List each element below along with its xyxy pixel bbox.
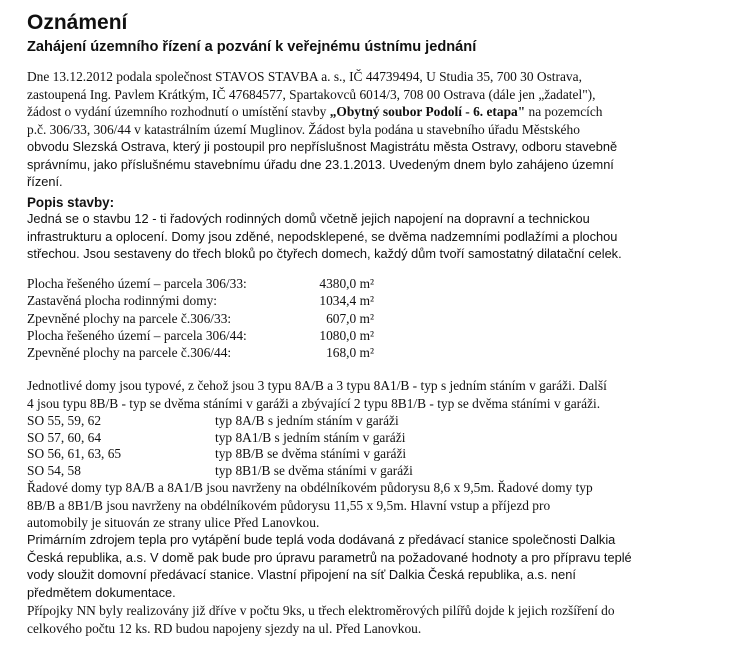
intro-text: žádost o vydání územního rozhodnutí o umístění stavby bbox=[27, 104, 330, 119]
section-heading-description: Popis stavby: bbox=[27, 195, 115, 210]
heating-line: Česká republika, a.s. V domě pak bude pro úpravu parametrů na požadované hodnoty a pro přípravu teplé bbox=[27, 549, 632, 565]
house-type: typ 8B/B se dvěma stáními v garáži bbox=[215, 446, 407, 461]
table-row bbox=[27, 430, 413, 447]
footprint-line: Řadové domy typ 8A/B a 8A1/B jsou navrženy na obdélníkovém půdorysu 8,6 x 9,5m. Řadové domy typ bbox=[27, 480, 593, 495]
table-row bbox=[27, 310, 374, 327]
description-paragraph bbox=[27, 210, 687, 263]
area-label: Plocha řešeného území – parcela 306/33: bbox=[27, 276, 247, 291]
area-value: 168,0 m² bbox=[326, 345, 374, 361]
intro-line: zastoupená Ing. Pavlem Krátkým, IČ 47684577, Spartakovců 6014/3, 708 00 Ostrava (dále jen „žadatel"), bbox=[27, 86, 596, 102]
area-label: Zpevněné plochy na parcele č.306/33: bbox=[27, 310, 232, 326]
intro-line: p.č. 306/33, 306/44 v katastrálním území Muglinov. Žádost byla podána u stavebního úřadu Městského bbox=[27, 121, 580, 137]
intro-line: správnímu, jako příslušnému stavebnímu úřadu dne 23.1.2013. Uvedeným dnem bylo zahájeno územní bbox=[27, 156, 614, 172]
intro-paragraph bbox=[27, 68, 687, 191]
table-row bbox=[27, 446, 413, 463]
table-row bbox=[27, 327, 374, 344]
area-label: Zpevněné plochy na parcele č.306/44: bbox=[27, 345, 232, 361]
table-row bbox=[27, 463, 413, 480]
building-objects: SO 56, 61, 63, 65 bbox=[27, 446, 122, 461]
area-value: 1034,4 m² bbox=[319, 293, 374, 309]
types-intro-line: Jednotlivé domy jsou typové, z čehož jsou 3 typu 8A/B a 3 typu 8A1/B - typ s jedním stáním v garáži. Další bbox=[27, 378, 607, 393]
area-value: 1080,0 m² bbox=[319, 327, 374, 343]
description-line: infrastrukturu a oplocení. Domy jsou zděné, nepodsklepené, se dvěma nadzemními podlažími a plochou bbox=[27, 228, 618, 244]
area-value: 4380,0 m² bbox=[319, 276, 374, 291]
heating-line: Primárním zdrojem tepla pro vytápění bude teplá voda dodávaná z předávací stanice společnosti Dalkia bbox=[27, 532, 616, 547]
connections-paragraph bbox=[27, 602, 687, 637]
area-value: 607,0 m² bbox=[326, 310, 374, 326]
building-objects: SO 57, 60, 64 bbox=[27, 429, 102, 445]
page-title: Oznámení bbox=[27, 11, 128, 34]
house-type: typ 8A/B s jedním stáním v garáži bbox=[215, 413, 399, 428]
types-intro-paragraph bbox=[27, 377, 687, 412]
connections-line: celkového počtu 12 ks. RD budou napojeny sjezdy na ul. Před Lanovkou. bbox=[27, 620, 422, 636]
connections-line: Přípojky NN byly realizovány již dříve v počtu 9ks, u třech elektroměrových pilířů dojde k jejich rozšíření do bbox=[27, 603, 615, 618]
description-line: střechou. Jsou sestaveny do třech bloků po čtyřech domech, každý dům tvoří samostatný dilatační celek. bbox=[27, 246, 622, 261]
intro-line bbox=[27, 103, 687, 121]
table-row bbox=[27, 275, 374, 292]
heating-line: předmětem dokumentace. bbox=[27, 584, 176, 600]
page-subtitle: Zahájení územního řízení a pozvání k veřejnému ústnímu jednání bbox=[27, 39, 477, 55]
area-label: Zastavěná plocha rodinnými domy: bbox=[27, 293, 218, 309]
footprint-line: 8B/B a 8B1/B jsou navrženy na obdélníkovém půdorysu 11,55 x 9,5m. Hlavní vstup a příjezd pro bbox=[27, 497, 551, 513]
footprint-paragraph bbox=[27, 479, 687, 532]
intro-line: Dne 13.12.2012 podala společnost STAVOS STAVBA a. s., IČ 44739494, U Studia 35, 700 30 Ostrava, bbox=[27, 69, 582, 84]
house-type: typ 8B1/B se dvěma stáními v garáži bbox=[215, 462, 413, 478]
building-objects: SO 55, 59, 62 bbox=[27, 413, 102, 428]
area-label: Plocha řešeného území – parcela 306/44: bbox=[27, 327, 247, 343]
project-name: „Obytný soubor Podolí - 6. etapa" bbox=[329, 104, 526, 119]
house-type-table bbox=[27, 413, 413, 479]
table-row bbox=[27, 292, 374, 309]
types-intro-line: 4 jsou typu 8B/B - typ se dvěma stáními v garáži a zbývající 2 typu 8B1/B - typ se dvěma stáními v garáži. bbox=[27, 395, 601, 411]
description-line: Jedná se o stavbu 12 - ti řadových rodinných domů včetně jejich napojení na dopravní a technickou bbox=[27, 211, 590, 226]
intro-text: na pozemcích bbox=[525, 104, 603, 119]
table-row bbox=[27, 344, 374, 361]
intro-line: řízení. bbox=[27, 174, 63, 189]
intro-line: obvodu Slezská Ostrava, který ji postoupil pro nepříslušnost Magistrátu města Ostravy, odboru stavebně bbox=[27, 139, 618, 154]
heating-paragraph bbox=[27, 531, 687, 601]
house-type: typ 8A1/B s jedním stáním v garáži bbox=[215, 429, 406, 445]
heating-line: vody sloužit domovní předávací stanice. Vlastní připojení na síť Dalkia Česká republika, a.s. není bbox=[27, 567, 576, 582]
area-table bbox=[27, 275, 374, 361]
building-objects: SO 54, 58 bbox=[27, 462, 81, 478]
table-row bbox=[27, 413, 413, 430]
footprint-line: automobily je situován ze strany ulice Před Lanovkou. bbox=[27, 515, 320, 530]
